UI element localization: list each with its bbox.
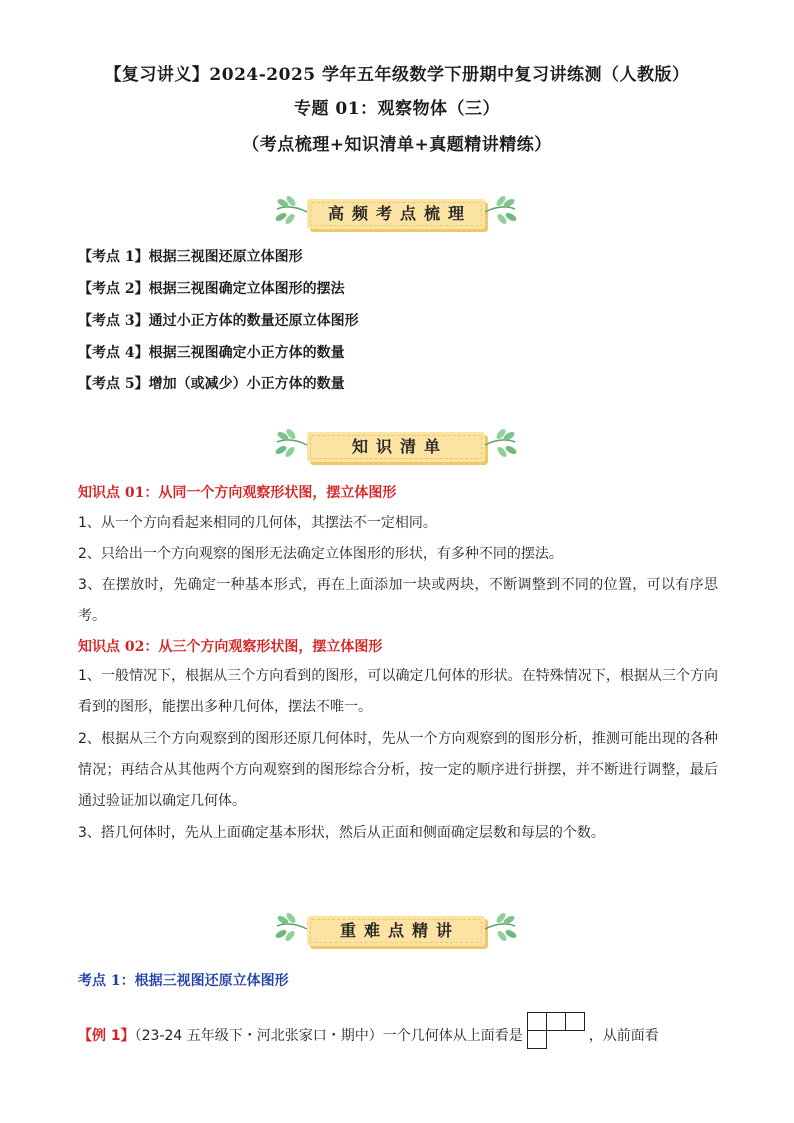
section-banner-key-points: [281, 910, 511, 956]
leaf-icon: [275, 428, 309, 462]
kaodian-text: 根据三视图确定小正方体的数量: [148, 345, 345, 361]
banner-label: 高频考点梳理: [327, 204, 472, 223]
document-title: 【复习讲义】2024-2025 学年五年级数学下册期中复习讲练测（人教版）: [104, 65, 690, 85]
kaodian-text: 根据三视图确定立体图形的摆法: [148, 281, 345, 297]
knowledge-point-title: 知识点 02：从三个方向观察形状图，摆立体图形: [78, 639, 383, 655]
kaodian-item: [78, 342, 345, 362]
knowledge-item: 1、一般情况下，根据从三个方向看到的图形，可以确定几何体的形状。在特殊情况下，根据从三个方向看到的图形，能摆出多种几何体，摆法不唯一。: [78, 668, 718, 715]
knowledge-item: 1、从一个方向看起来相同的几何体，其摆法不一定相同。: [78, 515, 437, 531]
kaodian-item: [78, 278, 345, 298]
kaodian-heading: 考点 1：根据三视图还原立体图形: [78, 973, 289, 989]
document-subtitle: 专题 01：观察物体（三）: [293, 99, 501, 119]
banner-label: 知识清单: [351, 437, 448, 456]
leaf-icon: [483, 428, 517, 462]
kaodian-tag: 【考点 1】: [78, 249, 149, 265]
kaodian-tag: 【考点 3】: [78, 313, 149, 329]
document-tagline: （考点梳理+知识清单+真题精讲精练）: [242, 135, 552, 155]
kaodian-text: 根据三视图还原立体图形: [148, 249, 303, 265]
knowledge-item: 3、搭几何体时，先从上面确定基本形状，然后从正面和侧面确定层数和每层的个数。: [78, 825, 605, 841]
kaodian-item: [78, 246, 303, 266]
leaf-icon: [275, 195, 309, 229]
kaodian-tag: 【考点 4】: [78, 345, 149, 361]
leaf-icon: [483, 912, 517, 946]
example-source: （23-24 五年级下・河北张家口・期中）: [134, 1028, 383, 1044]
kaodian-text: 通过小正方体的数量还原立体图形: [148, 313, 359, 329]
top-view-figure: [527, 1012, 585, 1048]
example-text-before: 一个几何体从上面看是: [382, 1028, 523, 1044]
kaodian-tag: 【考点 2】: [78, 281, 149, 297]
knowledge-item: 3、在摆放时，先确定一种基本形式，再在上面添加一块或两块，不断调整到不同的位置，可以有序思考。: [78, 577, 718, 624]
example-tag: 【例 1】: [78, 1028, 135, 1044]
section-banner-knowledge: [281, 426, 511, 472]
kaodian-item: [78, 310, 359, 330]
knowledge-point-title: 知识点 01：从同一个方向观察形状图，摆立体图形: [78, 485, 397, 501]
banner-label: 重难点精讲: [339, 921, 460, 940]
kaodian-item: [78, 373, 345, 393]
example-question: [78, 1018, 659, 1054]
example-text-after: ，从前面看: [588, 1028, 659, 1044]
kaodian-tag: 【考点 5】: [78, 376, 149, 392]
knowledge-item: 2、只给出一个方向观察的图形无法确定立体图形的形状，有多种不同的摆法。: [78, 546, 563, 562]
section-banner-high-frequency: [281, 193, 511, 239]
kaodian-text: 增加（或减少）小正方体的数量: [148, 376, 345, 392]
knowledge-item: 2、根据从三个方向观察到的图形还原几何体时，先从一个方向观察到的图形分析，推测可能出现的各种情况；再结合从其他两个方向观察到的图形综合分析，按一定的顺序进行拼摆，并不断进行调整，最后通过验证加以确定几何体。: [78, 731, 718, 809]
leaf-icon: [483, 195, 517, 229]
leaf-icon: [275, 912, 309, 946]
